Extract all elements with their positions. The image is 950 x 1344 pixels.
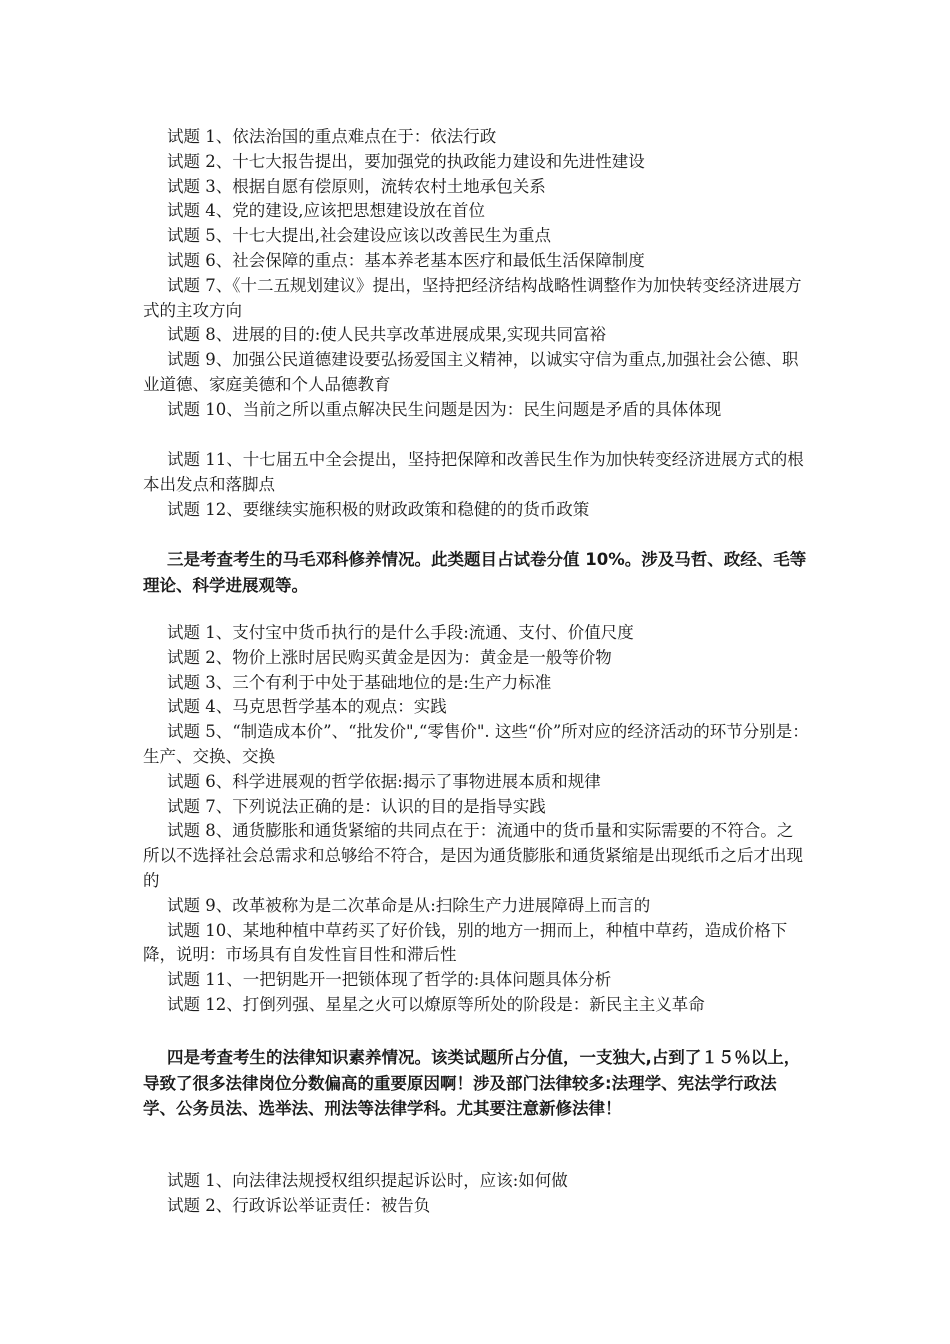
list-item: 试题 8、进展的目的:使人民共享改革进展成果,实现共同富裕	[167, 325, 607, 345]
list-item: 试题 1、支付宝中货币执行的是什么手段:流通、支付、价值尺度	[167, 623, 634, 642]
list-item: 试题 10、当前之所以重点解决民生问题是因为：民生问题是矛盾的具体体现	[167, 399, 722, 419]
list-item: 试题 11、十七届五中全会提出，坚持把保障和改善民生作为加快转变经济进展方式的根本出发点和落脚点	[143, 450, 804, 494]
list-item: 试题 12、要继续实施积极的财政政策和稳健的的货币政策	[167, 499, 590, 519]
list-item: 试题 3、根据自愿有偿原则，流转农村土地承包关系	[167, 176, 546, 196]
section-2-list	[143, 621, 809, 1018]
section-1-list	[143, 125, 809, 423]
list-item: 试题 7、《十二五规划建议》提出，坚持把经济结构战略性调整作为加快转变经济进展方式的主攻方向	[143, 275, 802, 320]
list-item: 试题 12、打倒列强、星星之火可以燎原等所处的阶段是：新民主主义革命	[167, 994, 705, 1014]
list-item: 试题 4、马克思哲学基本的观点：实践	[167, 697, 447, 717]
list-item: 试题 5、十七大提出,社会建设应该以改善民生为重点	[167, 226, 551, 246]
list-item: 试题 6、社会保障的重点：基本养老基本医疗和最低生活保障制度	[167, 250, 645, 270]
section-3-heading: 四是考查考生的法律知识素养情况。该类试题所占分值，一支独大,占到了１５％以上，导致了很多法律岗位分数偏高的重要原因啊！涉及部门法律较多:法理学、宪法学行政法学、公务员法、选举法、刑法等法律学科。尤其要注意新修法律！	[143, 1048, 801, 1118]
list-item: 试题 5、“制造成本价”、“批发价",“零售价". 这些“价”所对应的经济活动的环节分别是：生产、交换、交换	[143, 722, 809, 766]
list-item: 试题 1、依法治国的重点难点在于：依法行政	[167, 127, 497, 146]
section-2-heading: 三是考查考生的马毛邓科修养情况。此类题目占试卷分值 10%。涉及马哲、政经、毛等理论、科学进展观等。	[143, 550, 807, 595]
list-item: 试题 4、党的建设,应该把思想建设放在首位	[167, 201, 485, 221]
list-item: 试题 2、物价上涨时居民购买黄金是因为：黄金是一般等价物	[167, 647, 612, 667]
section-1-list-continued	[143, 448, 809, 522]
list-item: 试题 1、向法律法规授权组织提起诉讼时，应该:如何做	[167, 1171, 568, 1190]
list-item: 试题 11、一把钥匙开一把锁体现了哲学的:具体问题具体分析	[167, 970, 612, 990]
list-item: 试题 10、某地种植中草药买了好价钱，别的地方一拥而上，种植中草药，造成价格下降，说明：市场具有自发性盲目性和滞后性	[143, 920, 788, 965]
list-item: 试题 9、改革被称为是二次革命是从:扫除生产力进展障碍上而言的	[167, 895, 651, 915]
list-item: 试题 8、通货膨胀和通货紧缩的共同点在于：流通中的货币量和实际需要的不符合。之所以不选择社会总需求和总够给不符合，是因为通货膨胀和通货紧缩是出现纸币之后才出现的	[143, 821, 803, 890]
list-item: 试题 2、行政诉讼举证责任：被告负	[167, 1195, 431, 1215]
list-item: 试题 6、科学进展观的哲学依据:揭示了事物进展本质和规律	[167, 771, 601, 791]
list-item: 试题 3、三个有利于中处于基础地位的是:生产力标准	[167, 672, 552, 692]
list-item: 试题 7、下列说法正确的是：认识的目的是指导实践	[167, 796, 546, 816]
list-item: 试题 2、十七大报告提出，要加强党的执政能力建设和先进性建设	[167, 151, 645, 171]
list-item: 试题 9、加强公民道德建设要弘扬爱国主义精神，以诚实守信为重点,加强社会公德、职业道德、家庭美德和个人品德教育	[143, 350, 799, 394]
section-3-list	[143, 1169, 809, 1219]
